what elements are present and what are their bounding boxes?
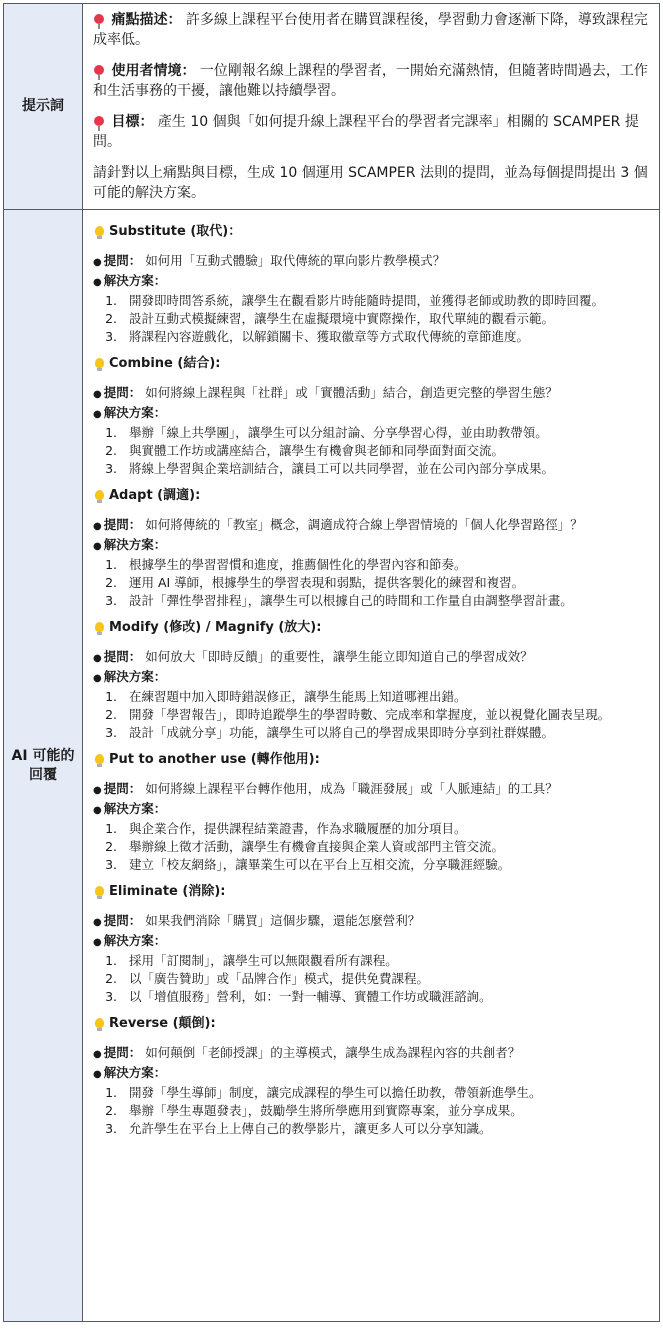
response-row — [4, 210, 660, 1322]
section-title — [93, 750, 651, 770]
response-label — [4, 210, 83, 1322]
solution-heading — [93, 800, 651, 820]
prompt-response-table — [3, 3, 660, 1322]
lightbulb-icon — [95, 226, 104, 236]
solution-item: 1. 舉辦「線上共學團」，讓學生可以分組討論、分享學習心得，並由助教帶領。 — [121, 424, 651, 442]
question-label: 提問： — [103, 1045, 142, 1060]
bullet-icon: ● — [93, 1069, 102, 1080]
pain-point-label: 痛點描述： — [111, 12, 182, 28]
goal-paragraph — [93, 112, 651, 152]
bullet-icon: ● — [93, 521, 102, 532]
scamper-section — [93, 486, 651, 610]
section-title — [93, 354, 651, 374]
solution-item: 2. 舉辦「學生專題發表」，鼓勵學生將所學應用到實際專案，並分享成果。 — [121, 1102, 651, 1120]
question-text: 如何將線上課程平台轉作他用，成為「職涯發展」或「人脈連結」的工具？ — [145, 781, 558, 796]
solution-list — [93, 556, 651, 610]
question-line — [93, 780, 651, 800]
prompt-row — [4, 4, 660, 210]
solution-label: 解決方案： — [103, 1065, 167, 1080]
lightbulb-icon — [95, 886, 104, 896]
solution-item: 2. 與實體工作坊或講座結合，讓學生有機會與老師和同學面對面交流。 — [121, 442, 651, 460]
bullet-icon: ● — [93, 409, 102, 420]
question-line — [93, 516, 651, 536]
question-text: 如何將線上課程與「社群」或「實體活動」結合，創造更完整的學習生態？ — [145, 385, 558, 400]
bullet-icon: ● — [93, 653, 102, 664]
question-line — [93, 1044, 651, 1064]
question-text: 如何顛倒「老師授課」的主導模式，讓學生成為課程內容的共創者？ — [145, 1045, 521, 1060]
scenario-paragraph — [93, 61, 651, 101]
solution-item: 2. 設計互動式模擬練習，讓學生在虛擬環境中實際操作，取代單純的觀看示範。 — [121, 310, 651, 328]
solution-list — [93, 820, 651, 874]
lightbulb-icon — [95, 358, 104, 368]
scamper-section — [93, 1014, 651, 1138]
response-label-text: AI 可能的回覆 — [11, 747, 75, 783]
bullet-icon: ● — [93, 541, 102, 552]
solution-heading — [93, 932, 651, 952]
solution-item: 1. 開發「學生導師」制度，讓完成課程的學生可以擔任助教，帶領新進學生。 — [121, 1084, 651, 1102]
lightbulb-icon — [95, 1018, 104, 1028]
section-title-text: Substitute (取代)： — [109, 224, 242, 239]
scamper-section — [93, 882, 651, 1006]
solution-item: 1. 在練習題中加入即時錯誤修正，讓學生能馬上知道哪裡出錯。 — [121, 688, 651, 706]
question-text: 如何用「互動式體驗」取代傳統的單向影片教學模式？ — [145, 253, 446, 268]
section-title-text: Put to another use (轉作他用): — [109, 752, 320, 767]
solution-item: 2. 開發「學習報告」，即時追蹤學生的學習時數、完成率和掌握度，並以視覺化圖表呈現。 — [121, 706, 651, 724]
question-label: 提問： — [103, 913, 142, 928]
bullet-icon: ● — [93, 917, 102, 928]
solution-heading — [93, 404, 651, 424]
section-title — [93, 1014, 651, 1034]
solution-item: 3. 以「增值服務」營利，如：一對一輔導、實體工作坊或職涯諮詢。 — [121, 988, 651, 1006]
question-label: 提問： — [103, 385, 142, 400]
solution-item: 3. 設計「彈性學習排程」，讓學生可以根據自己的時間和工作量自由調整學習計畫。 — [121, 592, 651, 610]
goal-text: 產生 10 個與「如何提升線上課程平台的學習者完課率」相關的 SCAMPER 提問。 — [93, 114, 639, 150]
section-title — [93, 222, 651, 242]
instruction-paragraph: 請針對以上痛點與目標，生成 10 個運用 SCAMPER 法則的提問，並為每個提問提出 3 個可能的解決方案。 — [93, 165, 648, 201]
pushpin-icon — [94, 116, 104, 126]
scamper-section — [93, 222, 651, 346]
solution-item: 2. 舉辦線上徵才活動，讓學生有機會直接與企業人資或部門主管交流。 — [121, 838, 651, 856]
section-title — [93, 486, 651, 506]
solution-label: 解決方案： — [103, 405, 167, 420]
solution-item: 3. 設計「成就分享」功能，讓學生可以將自己的學習成果即時分享到社群媒體。 — [121, 724, 651, 742]
solution-item: 3. 允許學生在平台上上傳自己的教學影片，讓更多人可以分享知識。 — [121, 1120, 651, 1138]
solution-label: 解決方案： — [103, 801, 167, 816]
question-text: 如何放大「即時反饋」的重要性，讓學生能立即知道自己的學習成效？ — [145, 649, 533, 664]
question-label: 提問： — [103, 517, 142, 532]
question-line — [93, 384, 651, 404]
scenario-label: 使用者情境： — [111, 63, 196, 79]
bullet-icon: ● — [93, 937, 102, 948]
question-line — [93, 912, 651, 932]
pushpin-icon — [94, 14, 104, 24]
solution-item: 3. 建立「校友網絡」，讓畢業生可以在平台上互相交流，分享職涯經驗。 — [121, 856, 651, 874]
solution-list — [93, 292, 651, 346]
question-text: 如果我們消除「購買」這個步驟，還能怎麼營利？ — [145, 913, 421, 928]
solution-item: 1. 與企業合作，提供課程結業證書，作為求職履歷的加分項目。 — [121, 820, 651, 838]
prompt-label: 提示詞 — [4, 4, 83, 210]
solution-heading — [93, 1064, 651, 1084]
scamper-section — [93, 618, 651, 742]
solution-item: 2. 運用 AI 導師，根據學生的學習表現和弱點，提供客製化的練習和複習。 — [121, 574, 651, 592]
solution-list — [93, 1084, 651, 1138]
solution-label: 解決方案： — [103, 537, 167, 552]
lightbulb-icon — [95, 622, 104, 632]
bullet-icon: ● — [93, 277, 102, 288]
solution-item: 1. 採用「訂閱制」，讓學生可以無限觀看所有課程。 — [121, 952, 651, 970]
section-title-text: Modify (修改) / Magnify (放大): — [109, 620, 322, 635]
bullet-icon: ● — [93, 805, 102, 816]
bullet-icon: ● — [93, 785, 102, 796]
pushpin-icon — [94, 65, 104, 75]
scamper-section — [93, 750, 651, 874]
solution-list — [93, 424, 651, 478]
solution-item: 1. 開發即時問答系統，讓學生在觀看影片時能隨時提問，並獲得老師或助教的即時回覆。 — [121, 292, 651, 310]
question-label: 提問： — [103, 649, 142, 664]
scamper-section — [93, 354, 651, 478]
section-title-text: Eliminate (消除): — [109, 884, 226, 899]
solution-item: 1. 根據學生的學習習慣和進度，推薦個性化的學習內容和節奏。 — [121, 556, 651, 574]
bullet-icon: ● — [93, 389, 102, 400]
bullet-icon: ● — [93, 1049, 102, 1060]
lightbulb-icon — [95, 754, 104, 764]
section-title — [93, 882, 651, 902]
pain-point-text: 許多線上課程平台使用者在購買課程後，學習動力會逐漸下降，導致課程完成率低。 — [93, 12, 648, 48]
section-title-text: Combine (結合): — [109, 356, 221, 371]
section-title-text: Adapt (調適): — [109, 488, 201, 503]
solution-list — [93, 952, 651, 1006]
solution-label: 解決方案： — [103, 669, 167, 684]
solution-list — [93, 688, 651, 742]
scamper-sections — [93, 222, 651, 1138]
pain-point-paragraph — [93, 10, 651, 50]
solution-item: 3. 將線上學習與企業培訓結合，讓員工可以共同學習，並在公司內部分享成果。 — [121, 460, 651, 478]
section-title-text: Reverse (顛倒): — [109, 1016, 216, 1031]
section-title — [93, 618, 651, 638]
prompt-content — [83, 4, 660, 210]
goal-label: 目標： — [111, 114, 154, 130]
question-text: 如何將傳統的「教室」概念，調適成符合線上學習情境的「個人化學習路徑」？ — [145, 517, 583, 532]
question-line — [93, 648, 651, 668]
scenario-text: 一位剛報名線上課程的學習者，一開始充滿熱情，但隨著時間過去，工作和生活事務的干擾，讓他難以持續學習。 — [93, 63, 648, 99]
solution-heading — [93, 668, 651, 688]
solution-heading — [93, 536, 651, 556]
question-line — [93, 252, 651, 272]
question-label: 提問： — [103, 781, 142, 796]
solution-heading — [93, 272, 651, 292]
bullet-icon: ● — [93, 673, 102, 684]
solution-label: 解決方案： — [103, 933, 167, 948]
lightbulb-icon — [95, 490, 104, 500]
solution-item: 3. 將課程內容遊戲化，以解鎖關卡、獲取徽章等方式取代傳統的章節進度。 — [121, 328, 651, 346]
question-label: 提問： — [103, 253, 142, 268]
solution-item: 2. 以「廣告贊助」或「品牌合作」模式，提供免費課程。 — [121, 970, 651, 988]
bullet-icon: ● — [93, 257, 102, 268]
solution-label: 解決方案： — [103, 273, 167, 288]
response-content — [83, 210, 660, 1322]
